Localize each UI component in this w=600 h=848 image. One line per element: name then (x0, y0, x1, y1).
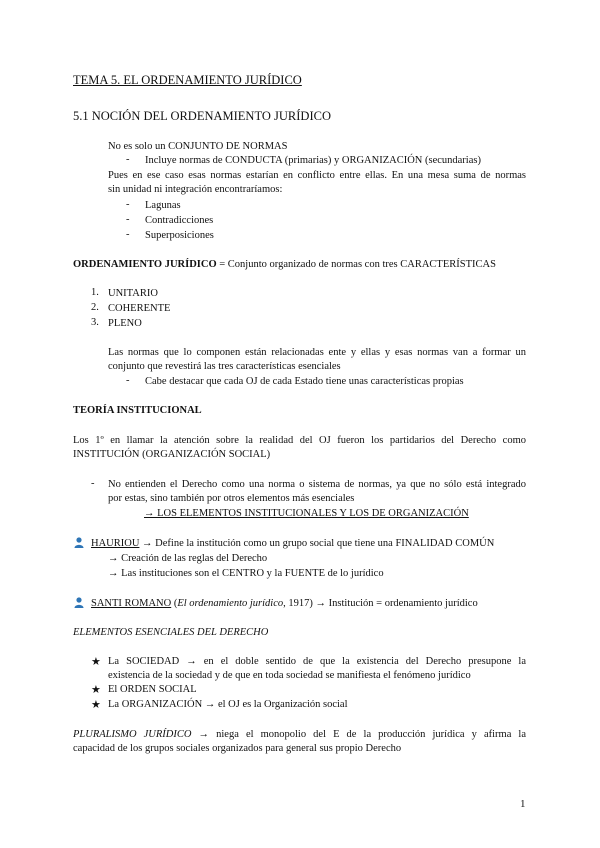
star-bullet: ★ (91, 684, 101, 696)
star-bullet: ★ (91, 656, 101, 668)
oj-definition-text: = Conjunto organizado de normas con tres CARACTERÍSTICAS (216, 259, 496, 270)
hauriou-point: → Creación de las reglas del Derecho (108, 553, 268, 564)
dash-bullet: - (126, 229, 130, 240)
paragraph-las-line2: conjunto que revestirá las tres características esenciales (108, 361, 341, 372)
section-heading: 5.1 NOCIÓN DEL ORDENAMIENTO JURÍDICO (73, 109, 331, 123)
characteristic-item: UNITARIO (108, 288, 158, 299)
list-item: Contradicciones (145, 215, 214, 226)
santi-paren: ( (171, 598, 178, 609)
hauriou-name: HAURIOU (91, 538, 140, 549)
no-entienden-line2: por estas, sino también por otros elementos más esenciales (108, 493, 355, 504)
list-number: 1. (91, 287, 99, 298)
characteristic-item: PLENO (108, 318, 142, 329)
list-number: 2. (91, 302, 99, 313)
organizacion-item: La ORGANIZACIÓN → el OJ es la Organización social (108, 699, 348, 710)
dash-bullet: - (126, 199, 130, 210)
las-sub-item: Cabe destacar que cada OJ de cada Estado tiene unas características propias (145, 376, 464, 387)
dash-bullet: - (91, 478, 95, 489)
noes-sub-item: Incluye normas de CONDUCTA (primarias) y ORGANIZACIÓN (secundarias) (145, 155, 481, 166)
list-number: 3. (91, 317, 99, 328)
hauriou-line (91, 537, 494, 550)
page-number: 1 (520, 798, 526, 810)
characteristic-item: COHERENTE (108, 303, 171, 314)
pluralismo-line2: capacidad de los grupos sociales organizados para general sus propio Derecho (73, 743, 402, 754)
santi-romano-line (91, 597, 478, 610)
dash-bullet: - (126, 214, 130, 225)
pluralismo-term: PLURALISMO JURÍDICO (73, 729, 192, 740)
elementos-institucionales (144, 507, 469, 520)
dash-bullet: - (126, 154, 130, 165)
elementos-heading: ELEMENTOS ESENCIALES DEL DERECHO (73, 627, 269, 638)
person-icon (74, 597, 84, 608)
orden-social-item: El ORDEN SOCIAL (108, 684, 197, 695)
paragraph-noes: No es solo un CONJUNTO DE NORMAS (108, 141, 288, 152)
oj-definition (73, 258, 496, 271)
person-icon (74, 537, 84, 548)
hauriou-point: → Las instituciones son el CENTRO y la FUENTE de lo jurídico (108, 568, 384, 579)
teoria-heading: TEORÍA INSTITUCIONAL (73, 405, 202, 416)
star-bullet: ★ (91, 699, 101, 711)
sociedad-line1: La SOCIEDAD → en el doble sentido de que la existencia del Derecho presupone la (108, 656, 526, 667)
no-entienden-line1: No entienden el Derecho como una norma o sistema de normas, ya que no sólo está integrado (108, 479, 526, 490)
sociedad-line2: existencia de la sociedad y de que en toda sociedad se manifiesta el fenómeno jurídico (108, 670, 471, 681)
paragraph-los-line1: Los 1º en llamar la atención sobre la realidad del OJ fueron los partidarios del Derecho como (73, 435, 526, 446)
santi-rest: , 1917) → Institución = ordenamiento jurídico (283, 598, 478, 609)
paragraph-pues-line1: Pues en ese caso esas normas estarían en conflicto entre ellas. En una mesa suma de normas (108, 170, 526, 181)
santi-book-title: El ordenamiento jurídico (177, 598, 284, 609)
list-item: Lagunas (145, 200, 181, 211)
paragraph-pues-line2: sin unidad ni integración encontraríamos: (108, 184, 283, 195)
oj-term: ORDENAMIENTO JURÍDICO (73, 259, 217, 270)
santi-romano-name: SANTI ROMANO (91, 598, 172, 609)
pluralismo-line1 (73, 728, 526, 741)
hauriou-definition: → Define la institución como un grupo social que tiene una FINALIDAD COMÚN (139, 538, 495, 549)
paragraph-las-line1: Las normas que lo componen están relacionadas ente y ellas y esas normas van a formar un (108, 347, 526, 358)
pluralismo-text: → niega el monopolio del E de la producción jurídica y afirma la (191, 729, 527, 740)
elementos-institucionales-text: → LOS ELEMENTOS INSTITUCIONALES Y LOS DE ORGANIZACIÓN (144, 508, 469, 519)
dash-bullet: - (126, 375, 130, 386)
paragraph-los-line2: INSTITUCIÓN (ORGANIZACIÓN SOCIAL) (73, 449, 271, 460)
page-title: TEMA 5. EL ORDENAMIENTO JURÍDICO (73, 73, 302, 87)
list-item: Superposiciones (145, 230, 214, 241)
